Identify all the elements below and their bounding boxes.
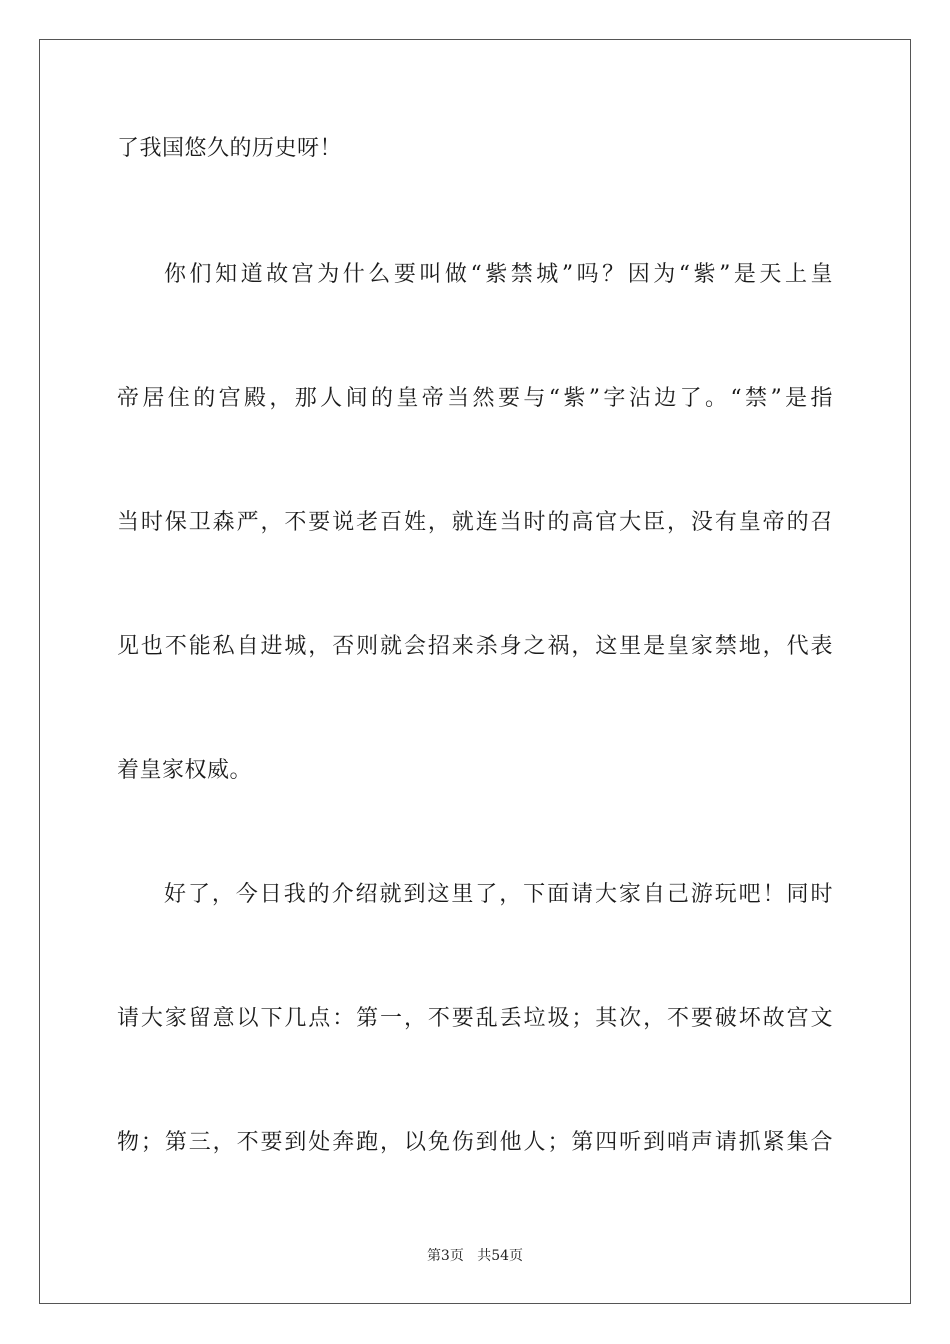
- text-line-5: 见也不能私自进城，否则就会招来杀身之祸，这里是皇家禁地，代表: [117, 634, 833, 659]
- text-line-6: 着皇家权威。: [117, 758, 253, 783]
- text-line-7: 好了，今日我的介绍就到这里了，下面请大家自己游玩吧！同时: [164, 882, 833, 907]
- page-total: 共54页: [477, 1248, 524, 1264]
- text-line-4: 当时保卫森严，不要说老百姓，就连当时的高官大臣，没有皇帝的召: [117, 510, 833, 535]
- page-border: [39, 39, 911, 1304]
- text-line-1: 了我国悠久的历史呀！: [117, 136, 343, 161]
- page-number: 第3页: [426, 1248, 464, 1264]
- text-line-8: 请大家留意以下几点：第一，不要乱丢垃圾；其次，不要破坏故宫文: [117, 1006, 833, 1031]
- page-footer: [0, 1246, 950, 1266]
- text-line-9: 物；第三，不要到处奔跑，以免伤到他人；第四听到哨声请抓紧集合: [117, 1130, 833, 1155]
- text-line-3: 帝居住的宫殿，那人间的皇帝当然要与“紫”字沾边了。“禁”是指: [117, 386, 833, 411]
- text-line-2: 你们知道故宫为什么要叫做“紫禁城”吗？因为“紫”是天上皇: [164, 262, 833, 287]
